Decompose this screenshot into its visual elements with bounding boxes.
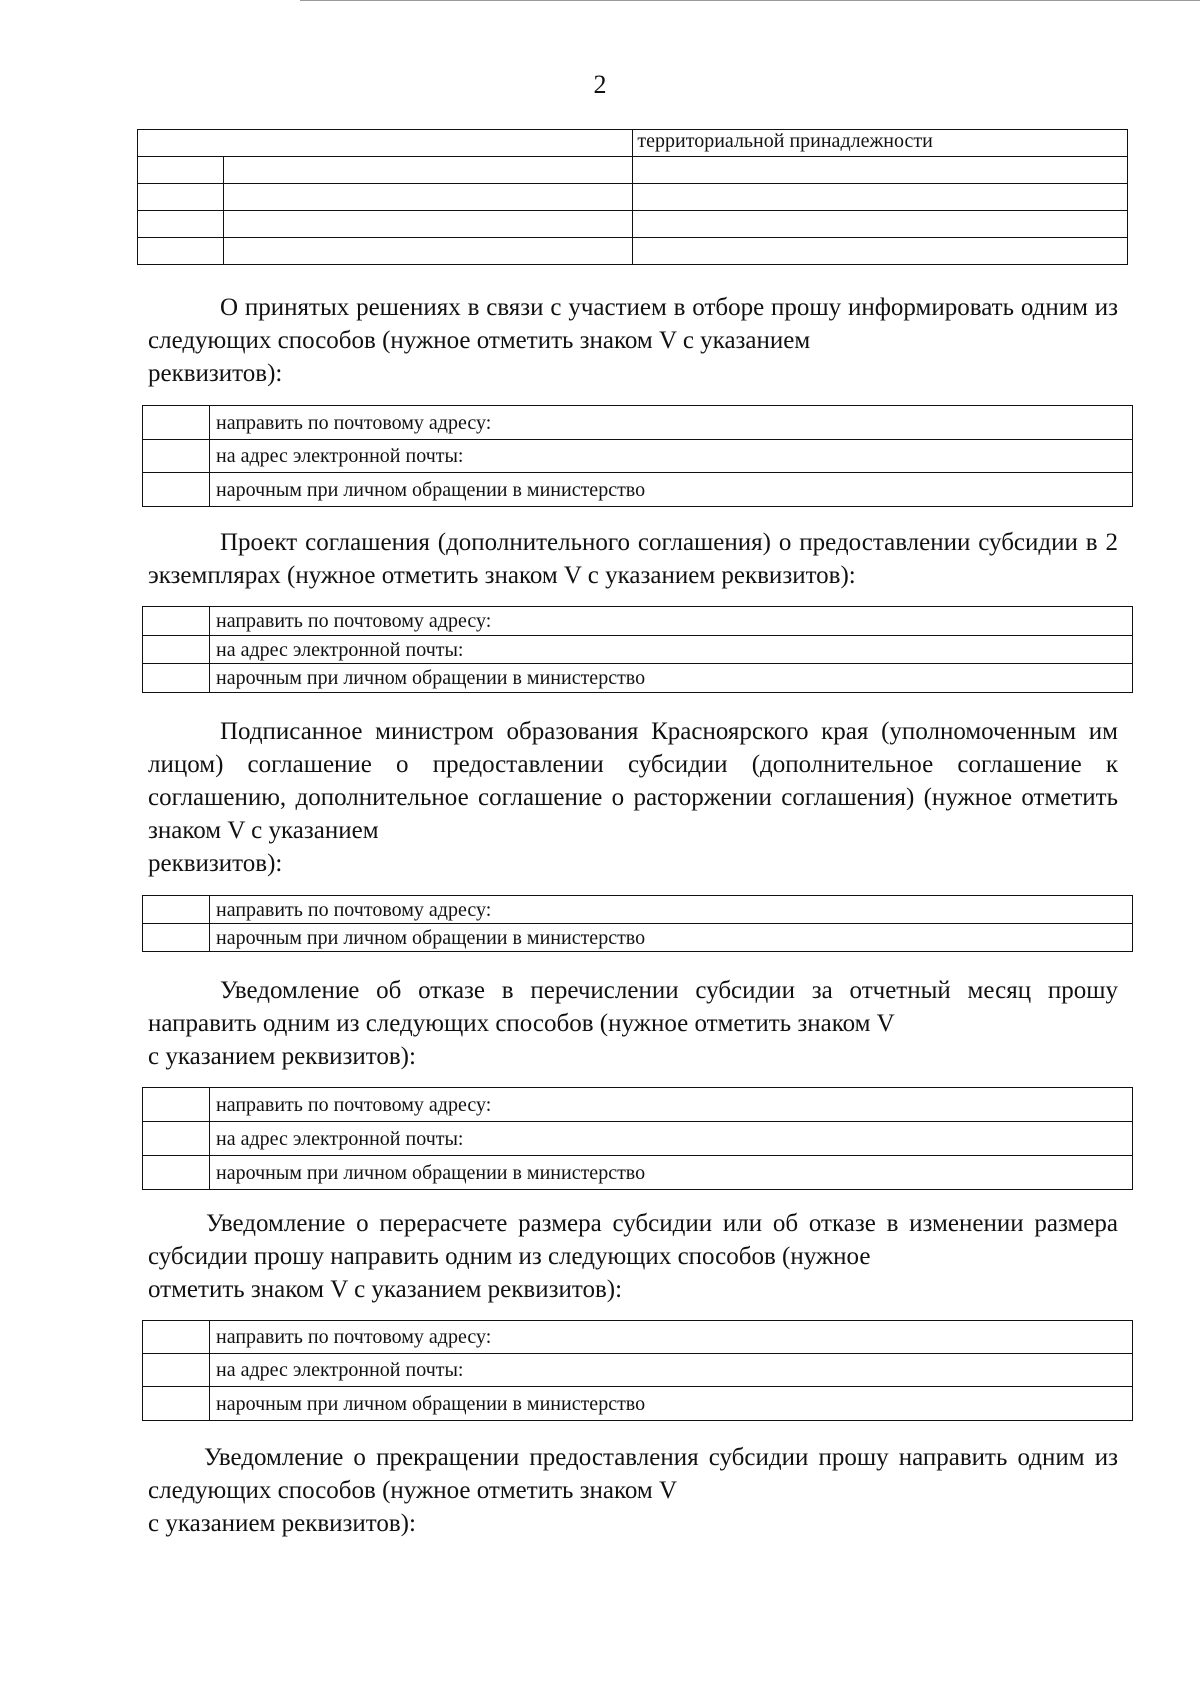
table-row xyxy=(143,607,1133,636)
option-label: на адрес электронной почты: xyxy=(210,440,1133,473)
option-label: направить по почтовому адресу: xyxy=(210,1088,1133,1122)
checkbox-cell[interactable] xyxy=(143,440,210,473)
table-row xyxy=(143,1156,1133,1190)
option-label: направить по почтовому адресу: xyxy=(210,1321,1133,1354)
paragraph-text: отметить знаком V с указанием реквизитов): xyxy=(148,1276,623,1303)
paragraph-text: Уведомление об отказе в перечислении субсидии за отчетный месяц прошу направить одним из следующих способов (нужное отметить знаком V xyxy=(148,977,1118,1037)
checkbox-cell[interactable] xyxy=(143,636,210,664)
paragraph-refusal-transfer xyxy=(148,974,1118,1073)
checkbox-cell[interactable] xyxy=(143,406,210,440)
paragraph-text: реквизитов): xyxy=(721,562,856,589)
table-row xyxy=(138,238,1128,265)
paragraph-text: с указанием реквизитов): xyxy=(148,1043,416,1070)
option-label: нарочным при личном обращении в министерство xyxy=(210,1156,1133,1190)
table-cell xyxy=(633,211,1128,238)
paragraph-text: с указанием реквизитов): xyxy=(148,1510,416,1537)
table-row xyxy=(143,1088,1133,1122)
checkbox-cell[interactable] xyxy=(143,1354,210,1387)
table-cell xyxy=(633,157,1128,184)
scan-top-edge xyxy=(300,0,1200,1)
table-row xyxy=(138,157,1128,184)
checkbox-cell[interactable] xyxy=(143,664,210,693)
paragraph-text: реквизитов): xyxy=(148,850,283,877)
checkbox-cell[interactable] xyxy=(143,1156,210,1190)
option-label: нарочным при личном обращении в министерство xyxy=(210,924,1133,952)
checkbox-cell[interactable] xyxy=(143,1321,210,1354)
page-number: 2 xyxy=(593,70,607,99)
table-row xyxy=(143,406,1133,440)
table-row xyxy=(143,664,1133,693)
table-row xyxy=(143,1387,1133,1421)
checkbox-cell[interactable] xyxy=(143,1387,210,1421)
paragraph-recalculation xyxy=(148,1207,1118,1306)
paragraph-text: О принятых решениях в связи с участием в отборе прошу информировать одним из следующих способов (нужное отметить знаком V с указанием xyxy=(148,294,1118,354)
checkbox-cell[interactable] xyxy=(143,924,210,952)
table-row xyxy=(143,1122,1133,1156)
table-cell xyxy=(138,184,224,211)
table-cell xyxy=(223,238,633,265)
options-table-agreement-draft xyxy=(142,606,1133,693)
paragraph-signed-agreement xyxy=(148,715,1118,880)
options-table-signed-agreement xyxy=(142,895,1133,952)
checkbox-cell[interactable] xyxy=(143,1122,210,1156)
table-row xyxy=(143,1354,1133,1387)
option-label: на адрес электронной почты: xyxy=(210,1354,1133,1387)
top-table xyxy=(137,129,1128,265)
checkbox-cell[interactable] xyxy=(143,1088,210,1122)
table-cell xyxy=(138,130,633,157)
table-row xyxy=(143,1321,1133,1354)
paragraph-decisions xyxy=(148,291,1118,390)
option-label: направить по почтовому адресу: xyxy=(210,406,1133,440)
options-table-recalculation xyxy=(142,1320,1133,1421)
table-cell xyxy=(138,157,224,184)
paragraph-termination xyxy=(148,1441,1118,1540)
paragraph-text: Подписанное министром образования Красноярского края (уполномоченным им лицом) соглашение о предоставлении субсидии (дополнительное соглашение к соглашению, дополнительное соглашение о расторжении соглашения) (нужное отметить знаком V с указанием xyxy=(148,718,1118,844)
table-cell xyxy=(633,238,1128,265)
table-cell: территориальной принадлежности xyxy=(633,130,1128,157)
option-label: на адрес электронной почты: xyxy=(210,1122,1133,1156)
table-row xyxy=(138,130,1128,157)
checkbox-cell[interactable] xyxy=(143,607,210,636)
option-label: направить по почтовому адресу: xyxy=(210,607,1133,636)
option-label: направить по почтовому адресу: xyxy=(210,896,1133,924)
paragraph-text: Проект соглашения (дополнительного соглашения) о предоставлении субсидии в 2 экземплярах (нужное отметить знаком V с указанием xyxy=(148,529,1118,589)
table-row xyxy=(138,211,1128,238)
option-label: на адрес электронной почты: xyxy=(210,636,1133,664)
table-cell xyxy=(223,211,633,238)
table-row xyxy=(143,473,1133,507)
paragraph-text: Уведомление о перерасчете размера субсидии или об отказе в изменении размера субсидии прошу направить одним из следующих способов (нужное xyxy=(148,1210,1118,1270)
table-row xyxy=(143,924,1133,952)
table-cell xyxy=(223,184,633,211)
options-table-refusal-transfer xyxy=(142,1087,1133,1190)
table-row xyxy=(143,896,1133,924)
options-table-decisions xyxy=(142,405,1133,507)
table-cell xyxy=(223,157,633,184)
paragraph-agreement-draft xyxy=(148,526,1118,592)
table-row xyxy=(143,440,1133,473)
paragraph-text: реквизитов): xyxy=(148,360,283,387)
option-label: нарочным при личном обращении в министерство xyxy=(210,1387,1133,1421)
table-cell xyxy=(138,211,224,238)
checkbox-cell[interactable] xyxy=(143,473,210,507)
table-row xyxy=(143,636,1133,664)
table-cell xyxy=(633,184,1128,211)
checkbox-cell[interactable] xyxy=(143,896,210,924)
table-row xyxy=(138,184,1128,211)
option-label: нарочным при личном обращении в министерство xyxy=(210,473,1133,507)
option-label: нарочным при личном обращении в министерство xyxy=(210,664,1133,693)
table-cell xyxy=(138,238,224,265)
paragraph-text: Уведомление о прекращении предоставления субсидии прошу направить одним из следующих способов (нужное отметить знаком V xyxy=(148,1444,1118,1504)
